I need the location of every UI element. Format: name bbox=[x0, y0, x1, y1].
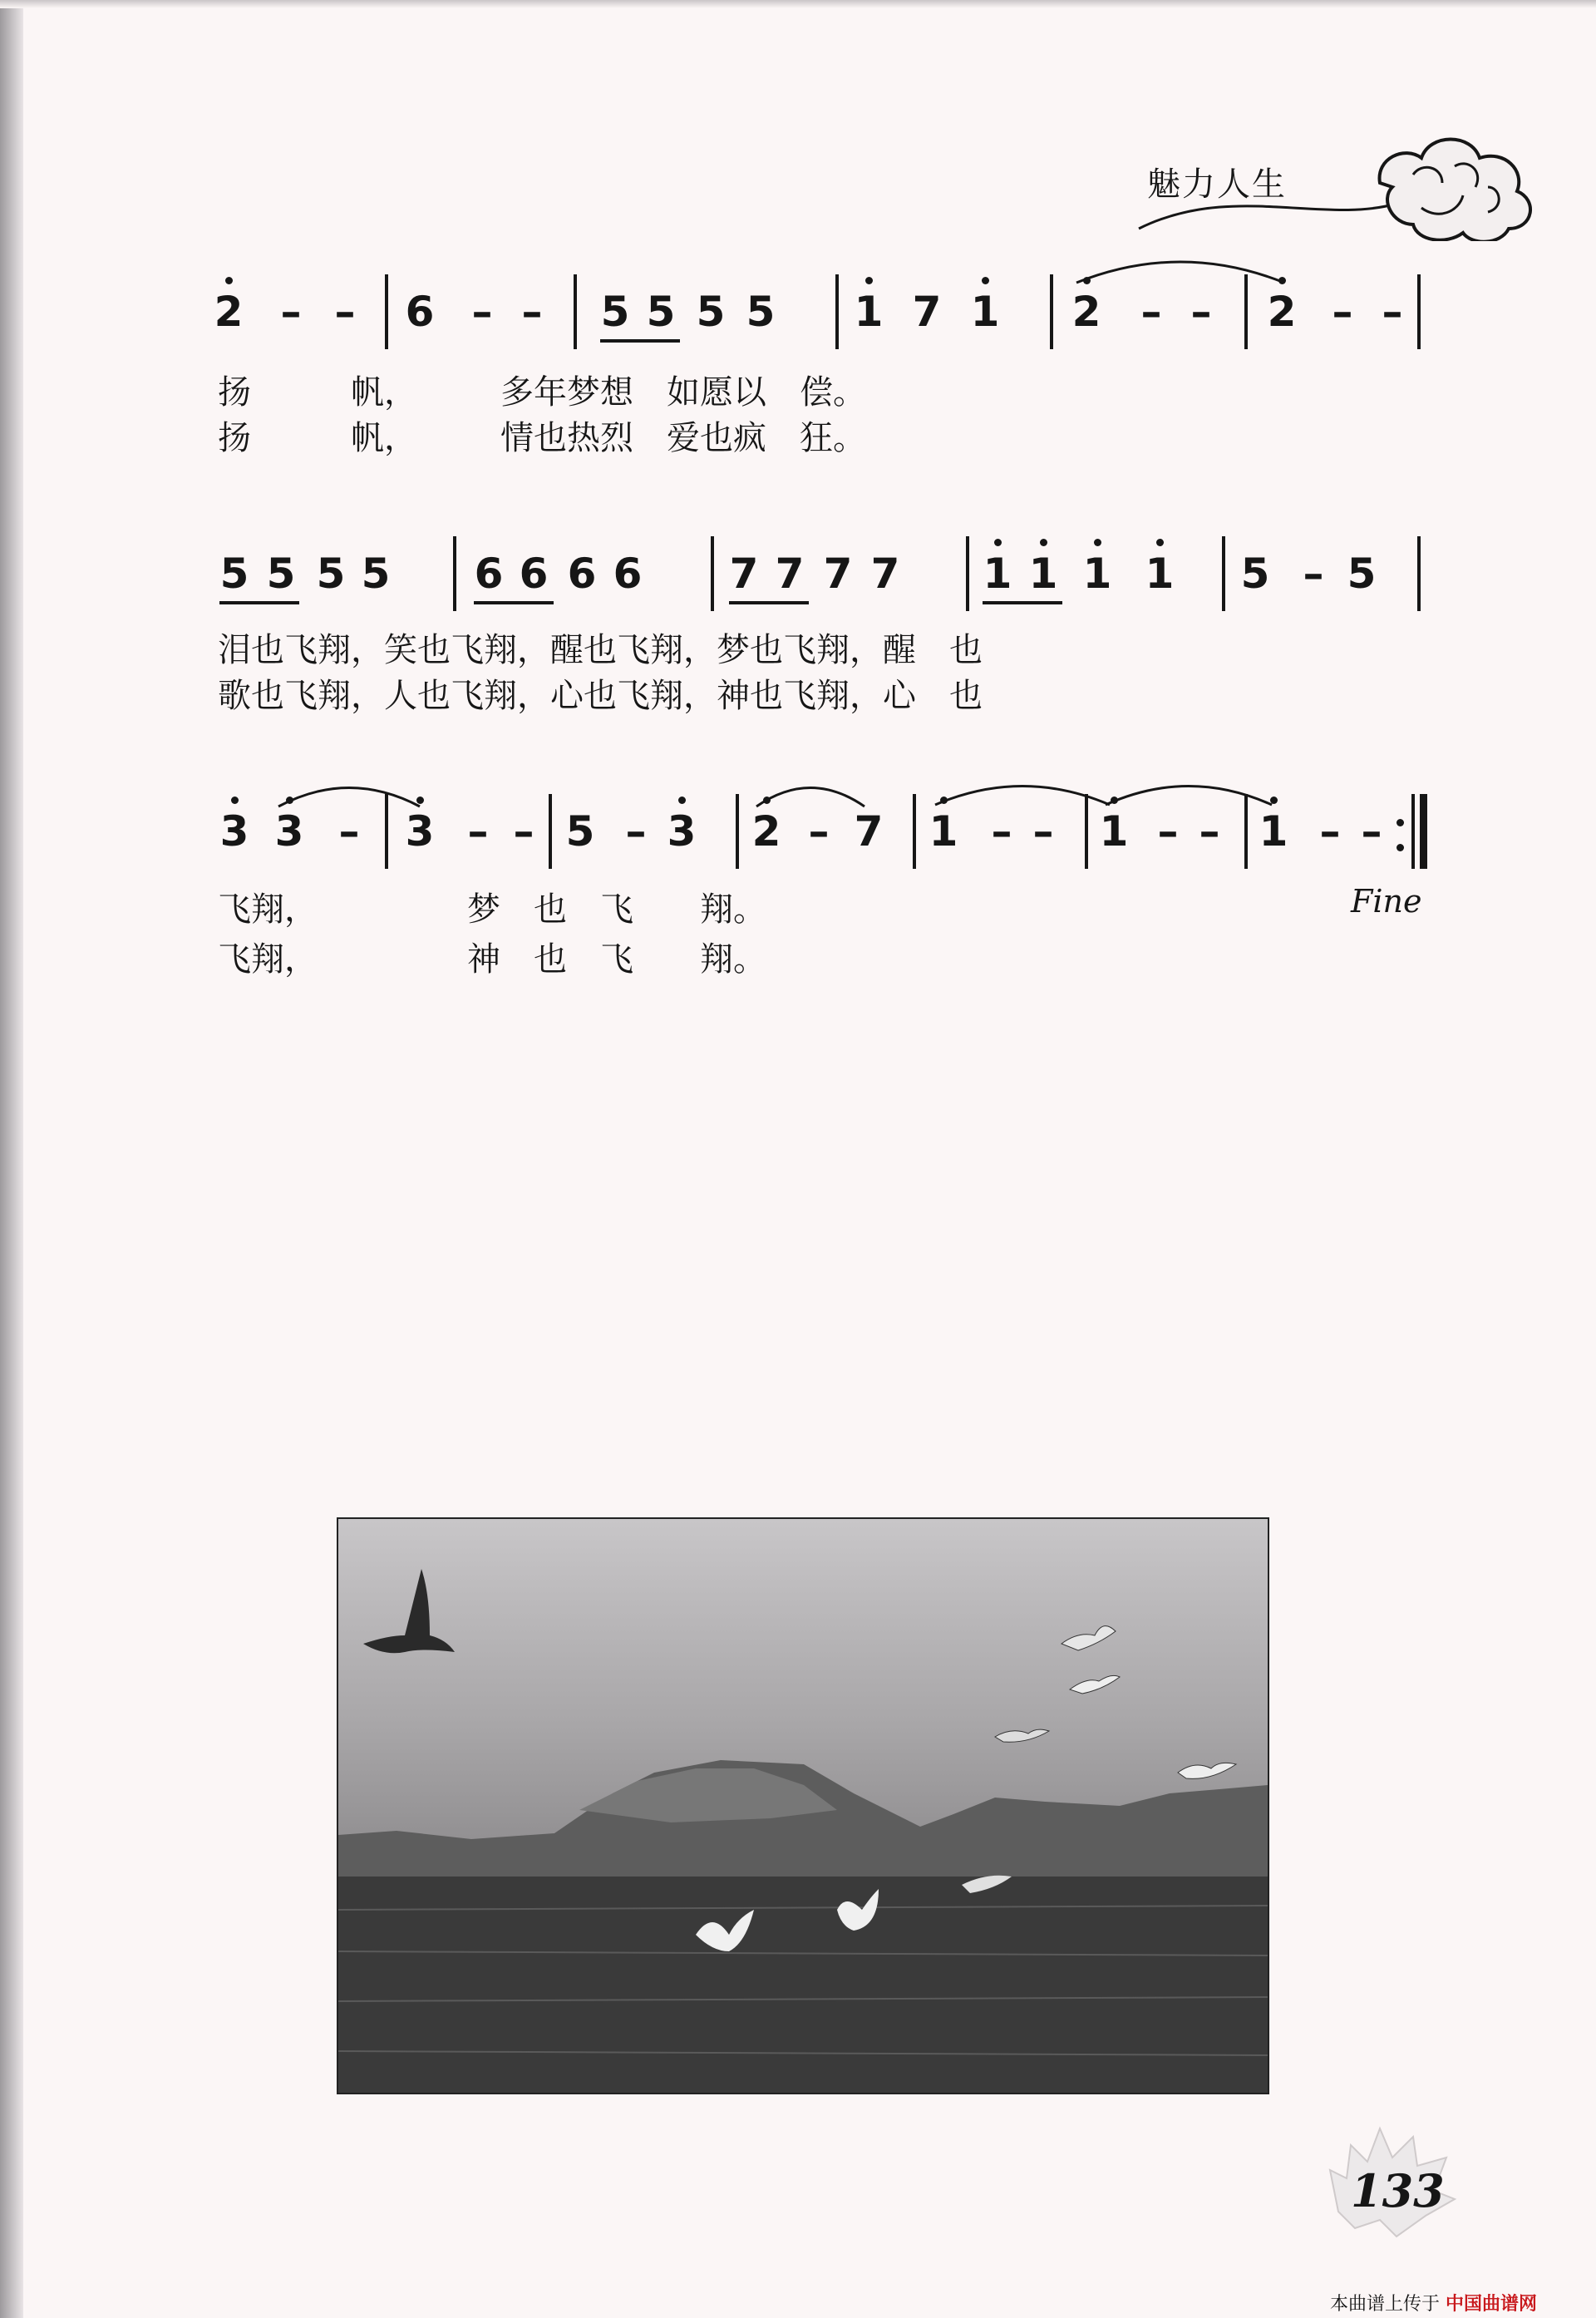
note: 5 bbox=[696, 288, 726, 336]
note: 5 bbox=[646, 288, 676, 336]
note: 6 bbox=[405, 288, 435, 336]
barline bbox=[835, 274, 839, 349]
dash: – bbox=[1361, 807, 1382, 856]
note: 1 bbox=[854, 288, 884, 336]
note: 1 bbox=[1259, 807, 1288, 856]
note: 6 bbox=[567, 550, 597, 598]
slur-arc bbox=[752, 777, 869, 811]
dash: – bbox=[280, 288, 302, 336]
beam-underline bbox=[983, 601, 1062, 604]
dash: – bbox=[1199, 807, 1220, 856]
high-octave-dot bbox=[1156, 539, 1164, 546]
barline bbox=[966, 536, 969, 611]
note: 1 bbox=[1082, 550, 1112, 598]
barline bbox=[913, 794, 916, 869]
note: 1 bbox=[929, 807, 958, 856]
note: 2 bbox=[214, 288, 244, 336]
note: 5 bbox=[600, 288, 630, 336]
note: 5 bbox=[266, 550, 296, 598]
dash: – bbox=[1190, 288, 1212, 336]
lyric-line-3a: 飞翔， 梦 也 飞 翔。 bbox=[218, 890, 766, 929]
note: 5 bbox=[316, 550, 346, 598]
dash: – bbox=[808, 807, 830, 856]
barline bbox=[1222, 536, 1225, 611]
note: 5 bbox=[219, 550, 249, 598]
note: 1 bbox=[983, 550, 1012, 598]
tie-arc bbox=[1101, 776, 1276, 809]
dash: – bbox=[1140, 288, 1162, 336]
note: 6 bbox=[613, 550, 643, 598]
score-line-3 bbox=[0, 794, 1596, 877]
lyric-line-1b: 扬 帆， 情也热烈 爱也疯 狂。 bbox=[218, 419, 866, 457]
tie-arc bbox=[274, 777, 424, 811]
score-line-2 bbox=[0, 536, 1596, 619]
note: 3 bbox=[274, 807, 304, 856]
repeat-dot bbox=[1396, 819, 1404, 826]
note: 3 bbox=[405, 807, 435, 856]
note: 6 bbox=[519, 550, 549, 598]
upload-note: 本曲谱上传于 bbox=[1330, 2294, 1441, 2315]
cloud-ornament bbox=[1130, 125, 1546, 241]
note: 7 bbox=[729, 550, 759, 598]
dash: – bbox=[471, 288, 493, 336]
lyric-line-1a: 扬 帆， 多年梦想 如愿以 偿。 bbox=[218, 373, 866, 412]
note: 7 bbox=[775, 550, 805, 598]
note: 5 bbox=[1240, 550, 1270, 598]
high-octave-dot bbox=[994, 539, 1002, 546]
high-octave-dot bbox=[865, 277, 873, 284]
note: 3 bbox=[667, 807, 697, 856]
upload-footer bbox=[1330, 2290, 1537, 2316]
dash: – bbox=[625, 807, 647, 856]
dash: – bbox=[521, 288, 543, 336]
note: 2 bbox=[1267, 288, 1297, 336]
score-line-1 bbox=[0, 274, 1596, 358]
lyric-line-3b: 飞翔， 神 也 飞 翔。 bbox=[218, 940, 766, 979]
page-number: 133 bbox=[1351, 2164, 1445, 2217]
note: 3 bbox=[219, 807, 249, 856]
beam-underline bbox=[729, 601, 809, 604]
high-octave-dot bbox=[231, 797, 239, 804]
repeat-dot bbox=[1396, 844, 1404, 851]
note: 5 bbox=[746, 288, 776, 336]
barline bbox=[736, 794, 739, 869]
dash: – bbox=[991, 807, 1012, 856]
tie-arc bbox=[931, 776, 1114, 809]
repeat-barline-thin bbox=[1411, 794, 1415, 869]
barline bbox=[1050, 274, 1053, 349]
barline bbox=[453, 536, 456, 611]
note: 5 bbox=[1347, 550, 1377, 598]
seagull-lake-photo bbox=[337, 1517, 1269, 2094]
dash: – bbox=[1332, 288, 1353, 336]
barline bbox=[549, 794, 552, 869]
section-title: 魅力人生 bbox=[1147, 165, 1287, 204]
note: 7 bbox=[870, 550, 900, 598]
dash: – bbox=[334, 288, 356, 336]
beam-underline bbox=[600, 339, 680, 343]
high-octave-dot bbox=[678, 797, 686, 804]
beam-underline bbox=[474, 601, 554, 604]
high-octave-dot bbox=[1094, 539, 1101, 546]
dash: – bbox=[1382, 288, 1403, 336]
dash: – bbox=[1032, 807, 1054, 856]
page-top-shadow bbox=[0, 0, 1596, 8]
fine-mark: Fine bbox=[1351, 883, 1422, 920]
repeat-barline-thick bbox=[1420, 794, 1427, 869]
tie-arc bbox=[1072, 254, 1288, 287]
lyric-line-2a: 泪也飞翔，笑也飞翔，醒也飞翔，梦也飞翔，醒 也 bbox=[218, 631, 983, 669]
dash: – bbox=[1157, 807, 1179, 856]
note: 2 bbox=[1071, 288, 1101, 336]
barline bbox=[385, 274, 388, 349]
site-name: 中国曲谱网 bbox=[1446, 2294, 1538, 2315]
barline bbox=[711, 536, 714, 611]
high-octave-dot bbox=[1040, 539, 1047, 546]
photo-scene bbox=[338, 1519, 1268, 2093]
barline bbox=[574, 274, 577, 349]
dash: – bbox=[338, 807, 360, 856]
beam-underline bbox=[219, 601, 299, 604]
barline bbox=[1417, 536, 1421, 611]
dash: – bbox=[513, 807, 534, 856]
barline bbox=[1417, 274, 1421, 349]
dash: – bbox=[467, 807, 489, 856]
note: 1 bbox=[1145, 550, 1175, 598]
dash: – bbox=[1319, 807, 1341, 856]
dash: – bbox=[1303, 550, 1324, 598]
lyric-line-2b: 歌也飞翔，人也飞翔，心也飞翔，神也飞翔，心 也 bbox=[218, 677, 983, 715]
note: 1 bbox=[1099, 807, 1129, 856]
note: 1 bbox=[970, 288, 1000, 336]
note: 7 bbox=[823, 550, 853, 598]
high-octave-dot bbox=[982, 277, 989, 284]
note: 5 bbox=[361, 550, 391, 598]
note: 5 bbox=[565, 807, 595, 856]
note: 7 bbox=[912, 288, 942, 336]
high-octave-dot bbox=[225, 277, 233, 284]
note: 2 bbox=[751, 807, 781, 856]
note: 1 bbox=[1028, 550, 1058, 598]
note: 6 bbox=[474, 550, 504, 598]
note: 7 bbox=[854, 807, 884, 856]
